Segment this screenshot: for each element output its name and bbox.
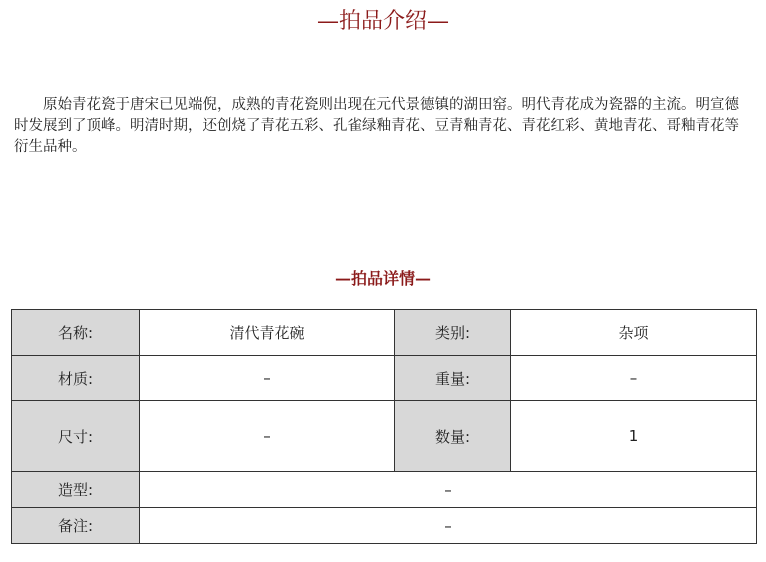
weight-label: 重量: [395,356,511,401]
quantity-value: 1 [511,401,757,472]
table-row-material [12,356,757,401]
category-value: 杂项 [511,310,757,356]
weight-value: – [511,356,757,401]
size-label: 尺寸: [12,401,140,472]
name-label: 名称: [12,310,140,356]
shape-value: – [140,472,757,508]
intro-paragraph: 原始青花瓷于唐宋已见端倪，成熟的青花瓷则出现在元代景德镇的湖田窑。明代青花成为瓷器的主流。明宣德时发展到了顶峰。明清时期，还创烧了青花五彩、孔雀绿釉青花、豆青釉青花、青花红彩、黄地青花、哥釉青花等衍生品种。 [14,97,739,155]
table-row-shape [12,472,757,508]
intro-section-title: —拍品介绍— [316,9,449,34]
table-row-remarks [12,508,757,544]
category-label: 类别: [395,310,511,356]
material-value: – [140,356,395,401]
details-table [11,309,757,544]
remarks-value: – [140,508,757,544]
table-row-size [12,401,757,472]
material-label: 材质: [12,356,140,401]
name-value: 清代青花碗 [140,310,395,356]
table-row-name [12,310,757,356]
shape-label: 造型: [12,472,140,508]
size-value: – [140,401,395,472]
quantity-label: 数量: [395,401,511,472]
remarks-label: 备注: [12,508,140,544]
details-section-title: —拍品详情— [334,269,431,288]
